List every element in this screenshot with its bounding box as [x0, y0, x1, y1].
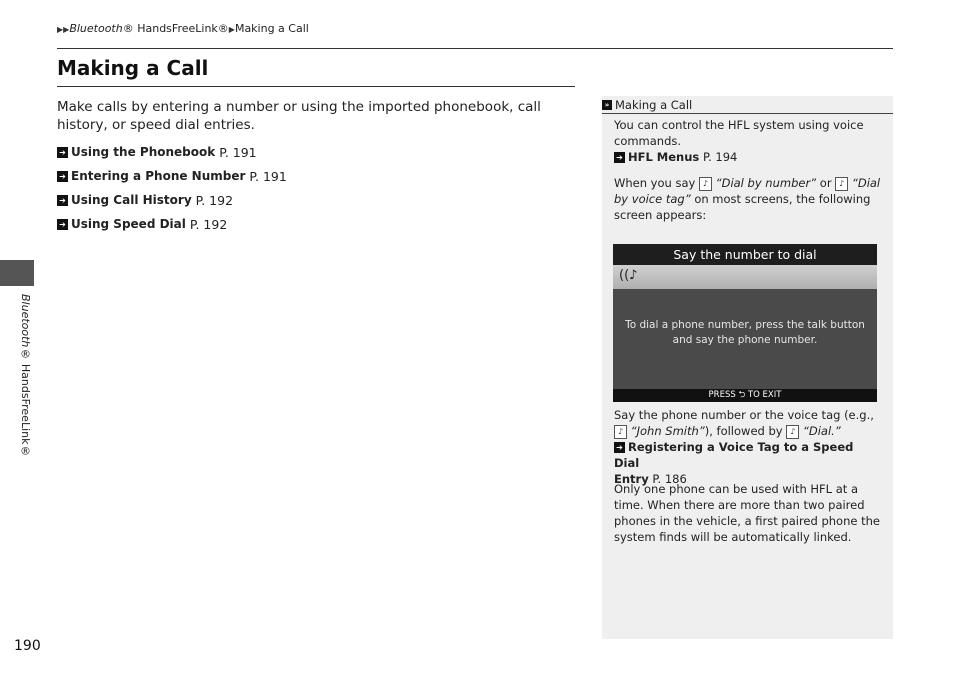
- screen-footer: [613, 389, 877, 402]
- screen-footer-press: PRESS: [708, 390, 736, 400]
- link-label: Using Speed Dial: [71, 217, 186, 231]
- screen-message: To dial a phone number, press the talk button and say the phone number.: [625, 319, 865, 346]
- link-page: P. 191: [249, 168, 287, 184]
- sidebar-p2-or: or: [819, 176, 832, 190]
- screen-voice-bar: [613, 265, 877, 289]
- link-using-speed-dial[interactable]: [57, 212, 287, 236]
- link-using-phonebook[interactable]: [57, 140, 287, 164]
- note-arrow-icon: »: [602, 100, 612, 110]
- talk-button-icon: ♪: [614, 425, 627, 439]
- side-label-handsfreelink: ® HandsFreeLink®: [19, 347, 32, 458]
- talk-button-icon: ♪: [786, 425, 799, 439]
- link-page: P. 192: [195, 192, 234, 208]
- reference-arrow-icon: ➔: [57, 219, 68, 230]
- intro-text: Make calls by entering a number or using the imported phonebook, call history, or speed dial entries.: [57, 99, 541, 133]
- section-tab: [0, 260, 34, 286]
- link-registering-voice-tag[interactable]: [614, 440, 853, 486]
- breadcrumb-making-a-call: Making a Call: [234, 22, 309, 35]
- link-page: P. 192: [189, 216, 228, 232]
- side-label-bluetooth: Bluetooth: [19, 294, 32, 348]
- sidebar-paragraph-4: Only one phone can be used with HFL at a time. When there are more than two paired phones in the vehicle, a first paired phone the system finds will be automatically linked.: [614, 482, 880, 544]
- page-number: 190: [14, 638, 41, 654]
- link-label-line-1: Registering a Voice Tag to a Speed Dial: [614, 440, 854, 470]
- triangle-icon: ▶: [228, 25, 235, 34]
- screen-footer-exit: TO EXIT: [747, 390, 782, 400]
- sidebar-paragraph-1: [614, 117, 882, 165]
- breadcrumb-bluetooth: Bluetooth: [69, 22, 123, 35]
- link-using-call-history[interactable]: [57, 188, 287, 212]
- sidebar-divider: [602, 113, 893, 114]
- sidebar-header-label: Making a Call: [615, 98, 693, 112]
- link-label: Entering a Phone Number: [71, 169, 246, 183]
- link-page: P. 186: [652, 472, 687, 486]
- sidebar-p3-command-1: “John Smith”: [630, 424, 705, 438]
- link-label: HFL Menus: [628, 150, 700, 164]
- talk-button-icon: ((♪: [619, 268, 638, 283]
- sidebar-p3-text-a: Say the phone number or the voice tag (e.g.,: [614, 408, 874, 422]
- link-page: P. 191: [219, 144, 257, 160]
- sidebar-paragraph-3: [614, 407, 882, 487]
- section-side-label: [19, 294, 32, 457]
- link-list: [57, 140, 287, 236]
- sidebar-p2-command-1: “Dial by number”: [715, 176, 817, 190]
- breadcrumb: [57, 22, 309, 35]
- triangle-icon: ▶▶: [57, 25, 70, 34]
- link-label: Using Call History: [71, 193, 192, 207]
- reference-arrow-icon: ➔: [57, 147, 68, 158]
- reference-arrow-icon: ➔: [614, 152, 625, 163]
- talk-button-icon: ♪: [835, 177, 848, 191]
- link-label-line-2: Entry: [614, 472, 649, 486]
- sidebar-p1-text: You can control the HFL system using voice commands.: [614, 118, 864, 148]
- reference-arrow-icon: ➔: [57, 171, 68, 182]
- title-divider: [57, 86, 575, 87]
- sidebar-p2-command-2: “Dial by voice tag”: [614, 176, 881, 206]
- talk-button-icon: ♪: [699, 177, 712, 191]
- link-hfl-menus[interactable]: [614, 150, 737, 164]
- breadcrumb-handsfreelink: ® HandsFreeLink®: [122, 22, 229, 35]
- link-page: P. 194: [702, 150, 738, 164]
- screen-title: Say the number to dial: [613, 244, 877, 265]
- link-entering-phone-number[interactable]: [57, 164, 287, 188]
- reference-arrow-icon: ➔: [57, 195, 68, 206]
- sidebar-header: [602, 96, 893, 114]
- link-label: Using the Phonebook: [71, 145, 216, 159]
- header-divider: [57, 48, 893, 49]
- sidebar-paragraph-2: [614, 175, 882, 223]
- sidebar-p2-text-b: on most screens, the following screen appears:: [614, 192, 871, 222]
- back-arrow-icon: ⮌: [738, 390, 746, 400]
- sidebar-p3-text-b: ), followed by: [704, 424, 783, 438]
- reference-arrow-icon: ➔: [614, 442, 625, 453]
- sidebar-p3-command-2: “Dial.”: [802, 424, 841, 438]
- sidebar-p2-text-a: When you say: [614, 176, 696, 190]
- navigation-screen-image: [613, 244, 877, 402]
- page-title: Making a Call: [57, 56, 209, 80]
